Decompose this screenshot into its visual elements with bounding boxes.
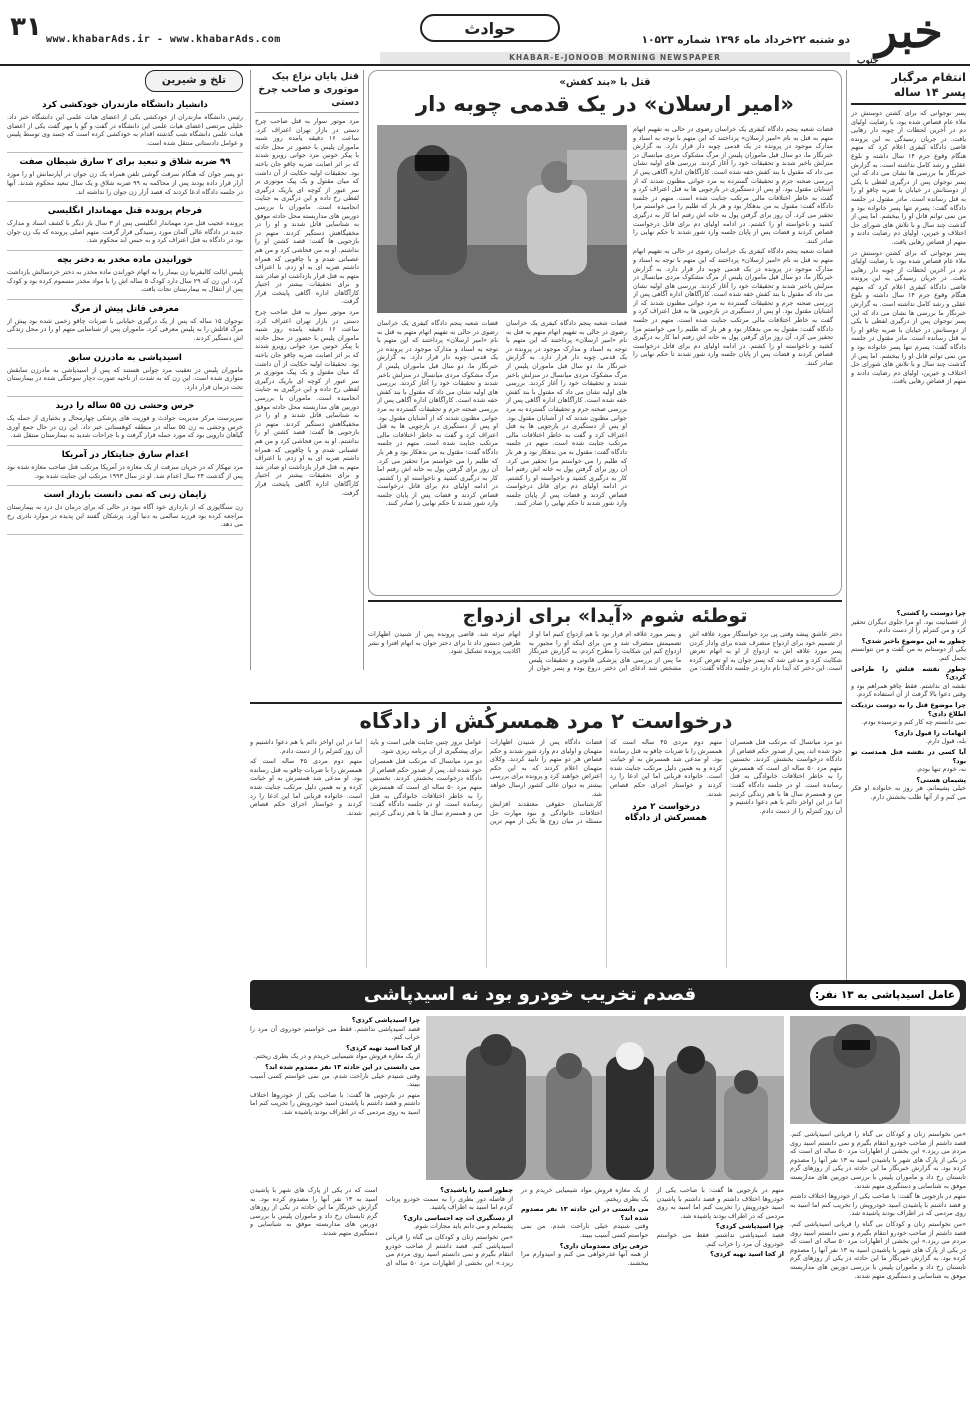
left-badge	[145, 70, 243, 92]
answer: قصد اسیدپاشی نداشتم. فقط می خواستم خودروی آن مرد را خراب کنم.	[656, 1230, 784, 1248]
polygamy-body-3: قضات دادگاه پس از شنیدن اظهارات متهمان و اولیای دم وارد شور شدند و حکم قصاص هر دو متهم را تایید کردند. وکلای متهمان اعلام کردند که به این حکم اعتراض خواهند کرد و پرونده برای بررسی بیشتر به دیوان عالی کشور ارسال خواهد شد.	[490, 738, 602, 798]
answer: یکی از دوستانم به من گفت و من نتوانستم تحمل کنم.	[851, 645, 966, 662]
answer: پشیمانم و می دانم باید مجازات شوم.	[413, 1222, 513, 1231]
question: چطور به این موضوع باخبر شدی؟	[861, 636, 966, 645]
polygamy-body-2b: متهم دوم مردی ۴۵ ساله است که همسرش را با ضربات چاقو به قتل رسانده بود. او مدعی شد همسرش به او خیانت کرده و به همین دلیل مرتکب جنایت شده است. خانواده قربانی اما این ادعا را رد کردند و خواستار اجرای حکم قصاص شدند.	[250, 757, 362, 817]
polygamy-body	[250, 738, 842, 968]
acid-body-2b: متهم در بازجویی ها گفت: با صاحب یکی از خودروها اختلاف داشتم و قصد داشتم با پاشیدن اسید خودرویش را تخریب کنم اما اسید به روی مردمی که در اطراف بودند پاشیده شد.	[656, 1186, 784, 1220]
marriage-story	[368, 600, 842, 698]
brief-body: زن سنگاپوری که از بارداری خود آگاه نبود در حالی که برای درمان دل درد به بیمارستان مراجعه کرده بود فرزند سالمی به دنیا آورد. پزشکان گفتند این پدیده در موارد نادری رخ می دهد.	[7, 503, 243, 529]
brief-title: فرجام پرونده قتل مهماندار انگلیسی	[47, 206, 203, 217]
marriage-headline: توطئه شوم «آیدا» برای ازدواج	[462, 605, 748, 627]
question: می دانستی در این حادثه ۱۳ نفر مصدوم شده اند؟	[521, 1205, 649, 1222]
brief-title: خرس وحشی زن ۵۵ ساله را درید	[55, 401, 195, 412]
polygamy-headline: درخواست ۲ مرد همسرکُش از دادگاه	[359, 709, 733, 733]
brief-body: ماموران پلیس در تعقیب مرد جوانی هستند که پس از اسیدپاشی به مادرزن سابقش متواری شده است. این زن که به شدت از ناحیه صورت دچار سوختگی شده در بیمارستان تحت درمان قرار دارد.	[7, 365, 243, 391]
page-number: ۳۱	[10, 12, 42, 42]
acid-body-2c: متهم در بازجویی ها گفت: با صاحب یکی از خودروها اختلاف داشتم و قصد داشتم با پاشیدن اسید خودرویش را تخریب کنم اما اسید به روی مردمی که در اطراف بودند پاشیده شد.	[250, 1090, 420, 1116]
right-body-text-cont: پسر نوجوانی که برای کشتن دوستش در ملاء عام قصاص شده بود، با رضایت اولیای دم در آخرین لحظات از چوبه دار رهایی یافت. در جریان رسیدگی به این پرونده قاضی دادگاه کیفری اعلام کرد که متهم هنگام وقوع جرم ۱۴ سال داشته و بلوغ عقلی و رشد کامل نداشته است. به گزارش خبرنگار ما بررسی ها نشان می داد که این پسر نوجوان پس از درگیری لفظی با یکی از دوستانش در خیابان با ضربه چاقو او را به قتل رسانده است. مادر مقتول در جلسه دادگاه گفت: پسرم تنها پسر خانواده بود و من نمی توانم قاتل او را ببخشم. اما پس از گذشت چند سال و با تلاش های شورای حل اختلاف و خیرین، اولیای دم رضایت دادند و متهم از قصاص رهایی یافت.	[851, 248, 966, 386]
question: چرا موضوع قتل را به دوست نزدیکت اطلاع دادی؟	[851, 700, 966, 718]
right-title-line1: انتقام مرگبار	[891, 70, 966, 84]
dateline: دو شنبه ۲۲خرداد ماه ۱۳۹۶ شماره ۱۰۵۲۳	[641, 34, 850, 46]
question: از کجا اسید تهیه کردی؟	[346, 1043, 420, 1052]
brief-item	[7, 255, 243, 300]
sidebar-story	[250, 70, 364, 670]
answer: نه، خودم تنها بودم.	[916, 765, 966, 774]
acid-photo-image	[426, 1016, 784, 1180]
main-photo	[377, 125, 627, 313]
sidebar-body-text-cont: مرد موتور سوار به قتل صاحب چرخ دستی در بازار تهران اعتراف کرد. ساعت ۱۶ دقیقه یامده روز شنبه ماموران پلیس با حضور در محل حادثه با پیکر خونین مرد جوانی روبرو شدند که بر اثر اصابت ضربه چاقو جان باخته بود. تحقیقات اولیه حکایت از آن داشت که میان مقتول و یک پیک موتوری بر سر عبور از کوچه ای باریک درگیری لفظی رخ داده و این درگیری به جنایت انجامیده است. ماموران با بررسی دوربین های مداربسته محل حادثه موفق به شناسایی قاتل شدند و او را در مخفیگاهش دستگیر کردند. متهم در بازجویی ها گفت: قصد کشتن او را نداشتم. او به من فحاشی کرد و من هم عصبانی شدم و با چاقویی که همراه داشتم ضربه ای به او زدم. با اعتراف متهم به قتل قرار بازداشت او صادر شد و برای تحقیقات بیشتر در اختیار کارآگاهان اداره آگاهی پایتخت قرار گرفت.	[255, 308, 359, 497]
right-body	[851, 109, 966, 609]
question: می دانستی در این حادثه ۱۳ نفر مصدوم شده اند؟	[265, 1062, 420, 1071]
marriage-body-text: دختر عاشق پیشه وقتی پی برد خواستگار مورد علاقه اش از تصمیم خود برای ازدواج منصرف شده برای وادار کردن پسر مورد علاقه اش به ازدواج از او به اتهام تعرض شکایت کرد و مدعی شد که پسر جوان به او تعرض کرده است. این دختر که آیدا نام دارد در جلسه دادگاه گفت: من و پسر مورد علاقه ام قرار بود با هم ازدواج کنیم اما او از تصمیمش منصرف شد و من برای اینکه او را مجبور به ازدواج کنم این شکایت را مطرح کردم. به گزارش خبرنگار ما پس از بررسی های پزشکی قانونی و تحقیقات پلیس مشخص شد ادعای این دختر دروغ بوده و پسر جوان از اتهام تبرئه شد. قاضی پرونده پس از شنیدن اظهارات طرفین دستور داد تا برای دختر جوان به اتهام افترا و نشر اکاذیب پرونده تشکیل شود.	[368, 630, 842, 673]
main-photo-image	[377, 125, 627, 313]
acid-body-left	[250, 1016, 420, 1180]
brief-title: زایمان زنی که نمی دانست باردار است	[43, 490, 207, 501]
brief-title: اسیدپاشی به مادرزن سابق	[68, 352, 182, 363]
polygamy-body-1: دو مرد میانسال که مرتکب قتل همسران خود شده اند، پس از صدور حکم قصاص از دادگاه درخواست بخشش کردند. نخستین متهم مرد ۵۰ ساله ای است که همسرش را به خاطر اختلافات خانوادگی به قتل رسانده است. او در جلسه دادگاه گفت: من و همسرم سال ها با هم زندگی کردیم اما در این اواخر دائم با هم دعوا داشتیم و آن روز کنترلم را از دست دادم.	[730, 738, 842, 815]
question: آیا کسی در نقشه قتل همدست تو بود؟	[851, 747, 966, 765]
brief-body: سرپرست مرکز مدیریت حوادث و فوریت های پزشکی چهارمحال و بختیاری از حمله یک خرس وحشی به زن ۵۵ ساله در منطقه کوهستانی خبر داد. این زن در حال جمع آوری گیاهان دارویی بود که مورد حمله قرار گرفت و با جراحات شدید به بیمارستان منتقل شد.	[7, 414, 243, 440]
acid-story	[250, 980, 966, 1424]
main-body-text-3: قضات شعبه پنجم دادگاه کیفری یک خراسان رضوی در حالی به تفهیم اتهام متهم به قتل به نام «امیر ارسلان» پرداختند که این متهم با توجه به اسناد و مدارک موجود در پرونده در یک قدمی چوبه دار قرار دارد. به گزارش خبرنگار ما، دو سال قبل ماموران پلیس از مرگ مشکوک مردی میانسال در منزلش باخبر شدند و تحقیقات خود را آغاز کردند. بررسی های اولیه نشان می داد که مقتول با بند کفش خفه شده است. کارآگاهان اداره آگاهی پس از بررسی صحنه جرم و تحقیقات گسترده به مرد جوانی مظنون شدند که از آشنایان مقتول بود. او پس از دستگیری در بازجویی ها به قتل اعتراف کرد و گفت به خاطر اختلافات مالی مرتکب جنایت شده است. متهم در جلسه دادگاه گفت: مقتول به من بدهکار بود و هر بار که طلبم را می خواستم مرا تحقیر می کرد. آن روز برای گرفتن پول به خانه اش رفتم اما کار به درگیری کشید و ناخواسته او را کشتم. در ادامه اولیای دم برای قاتل درخواست قصاص کردند و قضات پس از پایان جلسه وارد شور شدند تا حکم نهایی را صادر کنند.	[377, 319, 498, 508]
main-body-text: قضات شعبه پنجم دادگاه کیفری یک خراسان رضوی در حالی به تفهیم اتهام متهم به قتل به نام «امیر ارسلان» پرداختند که این متهم با توجه به اسناد و مدارک موجود در پرونده در یک قدمی چوبه دار قرار دارد. به گزارش خبرنگار ما، دو سال قبل ماموران پلیس از مرگ مشکوک مردی میانسال در منزلش باخبر شدند و تحقیقات خود را آغاز کردند. بررسی های اولیه نشان می داد که مقتول با بند کفش خفه شده است. کارآگاهان اداره آگاهی پس از بررسی صحنه جرم و تحقیقات گسترده به مرد جوانی مظنون شدند که از آشنایان مقتول بود. او پس از دستگیری در بازجویی ها به قتل اعتراف کرد و گفت به خاطر اختلافات مالی مرتکب جنایت شده است. متهم در جلسه دادگاه گفت: مقتول به من بدهکار بود و هر بار که طلبم را می خواستم مرا تحقیر می کرد. آن روز برای گرفتن پول به خانه اش رفتم اما کار به درگیری کشید و ناخواسته او را کشتم. در ادامه اولیای دم برای قاتل درخواست قصاص کردند و قضات پس از پایان جلسه وارد شور شدند تا حکم نهایی را صادر کنند.	[633, 125, 833, 245]
polygamy-body-2: متهم دوم مردی ۴۵ ساله است که همسرش را با ضربات چاقو به قتل رسانده بود. او مدعی شد همسرش به او خیانت کرده و به همین دلیل مرتکب جنایت شده است. خانواده قربانی اما این ادعا را رد کردند و خواستار اجرای حکم قصاص شدند.	[610, 738, 722, 798]
section-title: حوادث	[420, 14, 560, 42]
acid-photo	[426, 1016, 784, 1180]
logo-text: خبر	[875, 4, 943, 58]
acid-body-1: «من نخواستم زنان و کودکان بی گناه را قربانی اسیدپاشی کنم. قصد داشتم از صاحب خودرو انتقام بگیرم و نمی دانستم اسید روی مردم می ریزد.» این بخشی از اظهارات مرد ۵۰ ساله ای است که در یکی از پارک های شهر با پاشیدن اسید به ۱۳ نفر آنها را مصدوم کرده بود. به گزارش خبرنگار ما این حادثه در یکی از روزهای گرم تابستان رخ داد و ماموران پلیس با بررسی دوربین های مداربسته موفق به شناسایی و دستگیری متهم شدند.	[790, 1130, 966, 1190]
brief-item	[7, 353, 243, 398]
question: چرا اسیدپاشی کردی؟	[715, 1222, 784, 1231]
polygamy-body-1b: دو مرد میانسال که مرتکب قتل همسران خود شده اند، پس از صدور حکم قصاص از دادگاه درخواست بخشش کردند. نخستین متهم مرد ۵۰ ساله ای است که همسرش را به خاطر اختلافات خانوادگی به قتل رسانده است. او در جلسه دادگاه گفت: من و همسرم سال ها با هم زندگی کردیم اما در این اواخر دائم با هم دعوا داشتیم و آن روز کنترلم را از دست دادم.	[250, 738, 482, 817]
main-kicker: قتل با «بند کفش»	[559, 77, 651, 88]
polygamy-body-4: کارشناسان حقوقی معتقدند افزایش اختلافات خانوادگی و نبود مهارت حل مسئله در میان زوج ها یکی از مهم ترین عوامل بروز چنین جنایت هایی است و باید برای پیشگیری از آن برنامه ریزی شود.	[370, 738, 602, 826]
answer: از عصبانیت بود. او مرا جلوی دیگران تحقیر کرد و من کنترلم را از دست دادم.	[851, 617, 966, 635]
answer: نمی دانستم چه کار کنم و ترسیده بودم.	[861, 718, 966, 727]
right-column	[846, 70, 966, 990]
brief-body: دو پسر جوان که هنگام سرقت گوشی تلفن همراه یک زن جوان در آپارتمانش او را مورد آزار قرار داده بودند پس از محاکمه به ۹۹ ضربه شلاق و یک سال تبعید محکوم شدند. آنها در جلسه دادگاه ادعا کردند که قصد آزار زن جوان را نداشته اند.	[7, 170, 243, 196]
answer: از یک مغازه فروش مواد شیمیایی خریدم و در یک بطری ریختم.	[253, 1052, 420, 1061]
brief-body: پلیس ایالت کالیفرنیا زن بیمار را به اتهام خوراندن ماده مخدر به دختر خردسالش بازداشت کرد. این زن که ۲۹ سال دارد کودک ۵ ساله اش را با مواد مخدر مسموم کرده بود و کودک پس از انتقال به بیمارستان نجات یافت.	[7, 267, 243, 294]
left-items	[7, 96, 243, 1416]
main-headline: «امیر ارسلان» در یک قدمی چوبه دار	[415, 92, 794, 116]
answer: از همه آنها عذرخواهی می کنم و امیدوارم مرا ببخشند.	[521, 1250, 649, 1267]
newspaper-logo	[855, 4, 963, 66]
answer: نقشه ای نداشتم. فقط چاقو همراهم بود و وقتی دعوا بالا گرفت از آن استفاده کردم.	[851, 681, 966, 699]
acid-suspect-photo	[790, 1016, 966, 1124]
acid-body-right	[790, 1130, 966, 1420]
brief-title: معرفی قاتل پیش از مرگ	[71, 303, 179, 314]
main-body-text-cont: قضات شعبه پنجم دادگاه کیفری یک خراسان رضوی در حالی به تفهیم اتهام متهم به قتل به نام «امیر ارسلان» پرداختند که این متهم با توجه به اسناد و مدارک موجود در پرونده در یک قدمی چوبه دار قرار دارد. به گزارش خبرنگار ما، دو سال قبل ماموران پلیس از مرگ مشکوک مردی میانسال در منزلش باخبر شدند و تحقیقات خود را آغاز کردند. بررسی های اولیه نشان می داد که مقتول با بند کفش خفه شده است. کارآگاهان اداره آگاهی پس از بررسی صحنه جرم و تحقیقات گسترده به مرد جوانی مظنون شدند که از آشنایان مقتول بود. او پس از دستگیری در بازجویی ها به قتل اعتراف کرد و گفت به خاطر اختلافات مالی مرتکب جنایت شده است. متهم در جلسه دادگاه گفت: مقتول به من بدهکار بود و هر بار که طلبم را می خواستم مرا تحقیر می کرد. آن روز برای گرفتن پول به خانه اش رفتم اما کار به درگیری کشید و ناخواسته او را کشتم. در ادامه اولیای دم برای قاتل درخواست قصاص کردند و قضات پس از پایان جلسه وارد شور شدند تا حکم نهایی را صادر کنند.	[633, 247, 833, 368]
brief-title: دانشیار دانشگاه مازندران خودکشی کرد	[42, 100, 208, 110]
answer: وقتی شنیدم خیلی ناراحت شدم. من نمی خواستم کسی آسیب ببیند.	[250, 1071, 420, 1089]
question: چرا اسیدپاشی کردی؟	[351, 1016, 420, 1024]
brief-body: رئیس دانشگاه مازندران از خودکشی یکی از اعضای هیات علمی این دانشگاه خبر داد. خلیلی مرتضی اعضای هیات علمی این دانشگاه در گفت و گو با مهر گفت یکی از اعضای هیات علمی دانشگاه شب گذشته اقدام به خودکشی کرده است که جسد وی توسط پلیس و عوامل دادستانی منتقل شده است.	[7, 113, 243, 147]
brief-title: اعدام سارق جنایتکار در آمریکا	[61, 450, 189, 461]
brief-item	[7, 100, 243, 153]
brief-body: مرد تبهکار که در جریان سرقت از یک مغازه در آمریکا مرتکب قتل صاحب مغازه شده بود پس از گذشت ۲۴ سال اعدام شد. او در سال ۱۹۹۳ مرتکب این جنایت شده بود.	[7, 463, 243, 480]
brief-item	[7, 304, 243, 349]
question: چرا دوستت را کشتی؟	[896, 609, 966, 617]
main-body-right	[633, 125, 833, 587]
acid-tag: عامل اسیدپاشی به ۱۳ نفر:	[810, 984, 960, 1006]
brief-item	[7, 401, 243, 446]
answer: وقتی شنیدم خیلی ناراحت شدم. من نمی خواستم کسی آسیب ببیند.	[521, 1222, 649, 1239]
answer: خیلی پشیمانم. هر روز به خانواده او فکر می کنم و از آنها طلب بخشش دارم.	[851, 784, 966, 801]
polygamy-story	[250, 702, 842, 972]
polygamy-subhead: درخواست ۲ مرد همسرکش از دادگاه	[625, 802, 707, 824]
brief-item	[7, 206, 243, 251]
answer: از یک مغازه فروش مواد شیمیایی خریدم و در یک بطری ریختم.	[521, 1186, 649, 1203]
paper-name-ribbon: KHABAR-E-JONOOB MORNING NEWSPAPER	[380, 52, 850, 64]
brief-body: نوجوان ۱۵ ساله که پس از یک درگیری خیابانی با ضربات چاقو زخمی شده بود پیش از مرگ قاتلش را به پلیس معرفی کرد. ماموران پس از شناسایی متهم او را در محل زندگی اش دستگیر کردند.	[7, 316, 243, 342]
question: پشیمان هستی؟	[916, 775, 966, 784]
brief-item	[7, 490, 243, 535]
answer: از فاصله دور بطری را به سمت خودرو پرتاب کردم اما اسید به اطراف پاشید.	[385, 1194, 513, 1212]
answer: قصد اسیدپاشی نداشتم. فقط می خواستم خودروی آن مرد را خراب کنم.	[250, 1024, 420, 1042]
right-title-line2: پسر ۱۴ ساله	[893, 85, 966, 99]
acid-body-2: متهم در بازجویی ها گفت: با صاحب یکی از خودروها اختلاف داشتم و قصد داشتم با پاشیدن اسید خودرویش را تخریب کنم اما اسید به روی مردمی که در اطراف بودند پاشیده شد.	[790, 1192, 966, 1218]
divider	[851, 103, 966, 105]
question: حرفی برای مصدومان داری؟	[559, 1241, 649, 1250]
brief-item	[7, 157, 243, 202]
right-title	[851, 70, 966, 100]
marriage-body	[368, 630, 842, 692]
brief-title: خورانیدن ماده مخدر به دختر بچه	[57, 254, 193, 265]
question: اتهامات را قبول داری؟	[894, 728, 966, 737]
acid-body-bottom	[250, 1186, 784, 1420]
question: از کجا اسید تهیه کردی؟	[710, 1250, 784, 1259]
brief-item	[7, 450, 243, 486]
brief-body: پرونده عجیب قتل مرد مهماندار انگلیسی پس از ۳ سال باز دیگر با کشف اسناد و مدارک جدید در دادگاه عالی آلمان مورد رسیدگی قرار گرفت. متهم اصلی پرونده که یک زن جوان بود در دادگاه به قتل اعتراف کرد و به حبس ابد محکوم شد.	[7, 219, 243, 245]
right-interview	[851, 609, 966, 1004]
question: چطور اسید را پاشیدی؟	[440, 1186, 513, 1194]
sidebar-body	[255, 117, 359, 657]
brief-title: ۹۹ ضربه شلاق و تبعید برای ۲ سارق شیطان صفت	[19, 157, 231, 168]
question: چطور نقشه قتلش را طراحی کردی؟	[851, 664, 966, 682]
sidebar-body-text: مرد موتور سوار به قتل صاحب چرخ دستی در بازار تهران اعتراف کرد. ساعت ۱۶ دقیقه یامده روز شنبه ماموران پلیس با حضور در محل حادثه با پیکر خونین مرد جوانی روبرو شدند که بر اثر اصابت ضربه چاقو جان باخته بود. تحقیقات اولیه حکایت از آن داشت که میان مقتول و یک پیک موتوری بر سر عبور از کوچه ای باریک درگیری لفظی رخ داده و این درگیری به جنایت انجامیده است. ماموران با بررسی دوربین های مداربسته محل حادثه موفق به شناسایی قاتل شدند و او را در مخفیگاهش دستگیر کردند. متهم در بازجویی ها گفت: قصد کشتن او را نداشتم. او به من فحاشی کرد و من هم عصبانی شدم و با چاقویی که همراه داشتم ضربه ای به او زدم. با اعتراف متهم به قتل قرار بازداشت او صادر شد و برای تحقیقات بیشتر در اختیار کارآگاهان اداره آگاهی پایتخت قرار گرفت.	[255, 117, 359, 306]
main-body-text-2: قضات شعبه پنجم دادگاه کیفری یک خراسان رضوی در حالی به تفهیم اتهام متهم به قتل به نام «امیر ارسلان» پرداختند که این متهم با توجه به اسناد و مدارک موجود در پرونده در یک قدمی چوبه دار قرار دارد. به گزارش خبرنگار ما، دو سال قبل ماموران پلیس از مرگ مشکوک مردی میانسال در منزلش باخبر شدند و تحقیقات خود را آغاز کردند. بررسی های اولیه نشان می داد که مقتول با بند کفش خفه شده است. کارآگاهان اداره آگاهی پس از بررسی صحنه جرم و تحقیقات گسترده به مرد جوانی مظنون شدند که از آشنایان مقتول بود. او پس از دستگیری در بازجویی ها به قتل اعتراف کرد و گفت به خاطر اختلافات مالی مرتکب جنایت شده است. متهم در جلسه دادگاه گفت: مقتول به من بدهکار بود و هر بار که طلبم را می خواستم مرا تحقیر می کرد. آن روز برای گرفتن پول به خانه اش رفتم اما کار به درگیری کشید و ناخواسته او را کشتم. در ادامه اولیای دم برای قاتل درخواست قصاص کردند و قضات پس از پایان جلسه وارد شور شدند تا حکم نهایی را صادر کنند.	[506, 319, 627, 508]
answer: بله، قبول دارم.	[925, 737, 966, 746]
main-story	[368, 70, 842, 596]
sidebar-title: قتل پایان نزاع پیک موتوری و صاحب چرخ دستی	[255, 70, 359, 113]
question: از دستگیری ات چه احساسی داری؟	[403, 1213, 513, 1222]
masthead	[0, 0, 970, 66]
main-body-bottom	[377, 319, 627, 587]
suspect-photo-image	[790, 1016, 966, 1124]
website-link[interactable]: www.khabarAds.ir - www.khabarAds.com	[46, 34, 281, 45]
left-badge-text: تلخ و شیرین	[161, 74, 227, 86]
acid-headline: قصدم تخریب خودرو بود نه اسیدپاشی	[363, 984, 697, 1005]
acid-body-1c: «من نخواستم زنان و کودکان بی گناه را قربانی اسیدپاشی کنم. قصد داشتم از صاحب خودرو انتقام بگیرم و نمی دانستم اسید روی مردم می ریزد.» این بخشی از اظهارات مرد ۵۰ ساله ای است که در یکی از پارک های شهر با پاشیدن اسید به ۱۳ نفر آنها را مصدوم کرده بود. به گزارش خبرنگار ما این حادثه در یکی از روزهای گرم تابستان رخ داد و ماموران پلیس با بررسی دوربین های مداربسته موفق به شناسایی و دستگیری متهم شدند.	[250, 1186, 513, 1267]
right-body-text: پسر نوجوانی که برای کشتن دوستش در ملاء عام قصاص شده بود، با رضایت اولیای دم در آخرین لحظات از چوبه دار رهایی یافت. در جریان رسیدگی به این پرونده قاضی دادگاه کیفری اعلام کرد که متهم هنگام وقوع جرم ۱۴ سال داشته و بلوغ عقلی و رشد کامل نداشته است. به گزارش خبرنگار ما بررسی ها نشان می داد که این پسر نوجوان پس از درگیری لفظی با یکی از دوستانش در خیابان با ضربه چاقو او را به قتل رسانده است. مادر مقتول در جلسه دادگاه گفت: پسرم تنها پسر خانواده بود و من نمی توانم قاتل او را ببخشم. اما پس از گذشت چند سال و با تلاش های شورای حل اختلاف و خیرین، اولیای دم رضایت دادند و متهم از قصاص رهایی یافت.	[851, 109, 966, 246]
left-column	[4, 70, 246, 1420]
logo-sub: جنوب	[857, 56, 879, 66]
acid-body-1b: «من نخواستم زنان و کودکان بی گناه را قربانی اسیدپاشی کنم. قصد داشتم از صاحب خودرو انتقام بگیرم و نمی دانستم اسید روی مردم می ریزد.» این بخشی از اظهارات مرد ۵۰ ساله ای است که در یکی از پارک های شهر با پاشیدن اسید به ۱۳ نفر آنها را مصدوم کرده بود. به گزارش خبرنگار ما این حادثه در یکی از روزهای گرم تابستان رخ داد و ماموران پلیس با بررسی دوربین های مداربسته موفق به شناسایی و دستگیری متهم شدند.	[790, 1219, 966, 1280]
